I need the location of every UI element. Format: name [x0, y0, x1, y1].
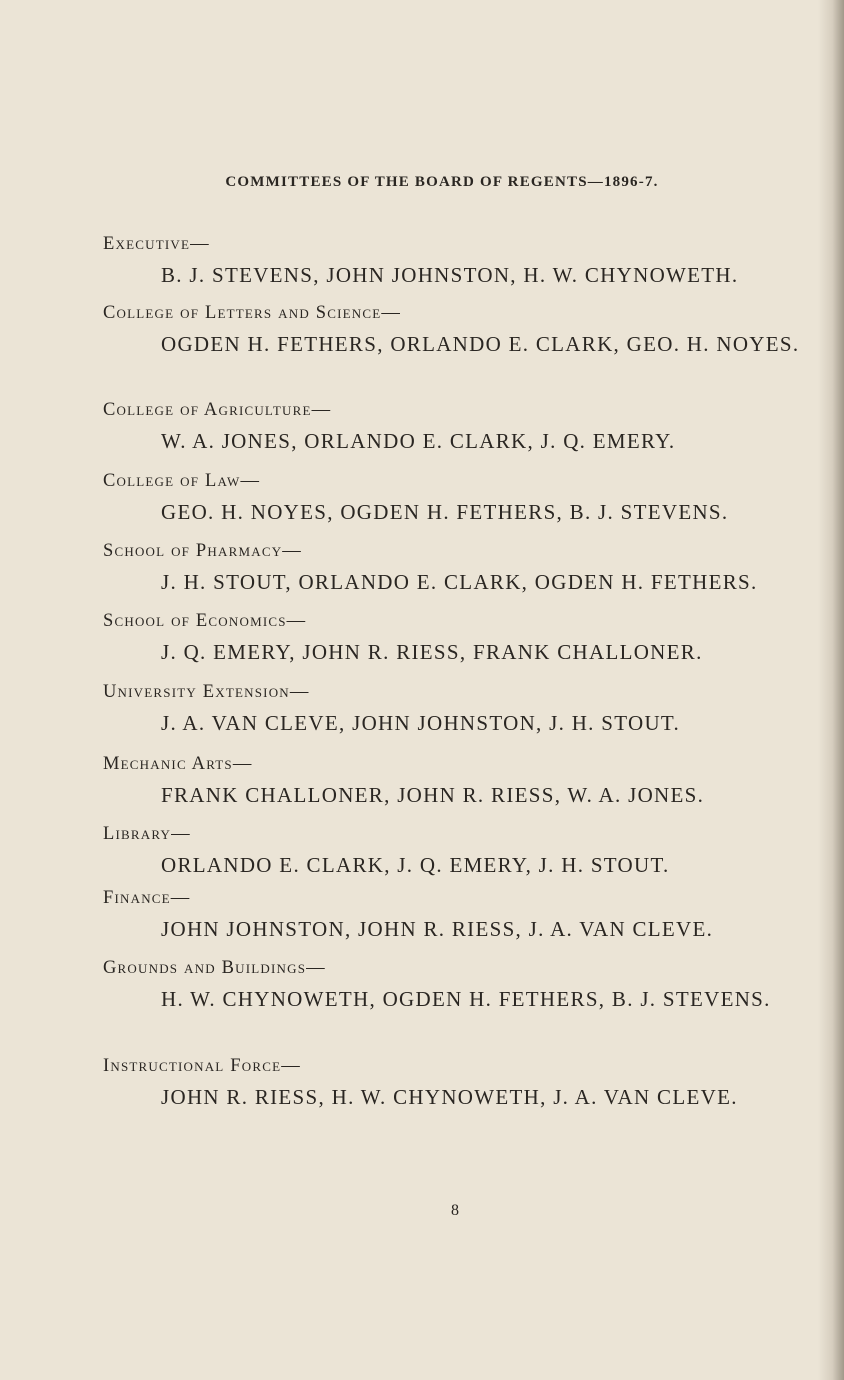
committee-members: B. J. STEVENS, JOHN JOHNSTON, H. W. CHYNOWETH.: [161, 263, 739, 287]
committee-name: Mechanic Arts—: [103, 754, 253, 774]
committee-members: ORLANDO E. CLARK, J. Q. EMERY, J. H. STOUT.: [161, 853, 670, 877]
committee-name: Library—: [103, 824, 191, 844]
committee-members: J. H. STOUT, ORLANDO E. CLARK, OGDEN H. FETHERS.: [161, 570, 758, 594]
committee-name: Grounds and Buildings—: [103, 958, 326, 978]
page-edge-shadow: [818, 0, 844, 1380]
page-number: 8: [451, 1202, 459, 1219]
committee-members: J. A. VAN CLEVE, JOHN JOHNSTON, J. H. STOUT.: [161, 711, 681, 735]
committee-name: School of Economics—: [103, 611, 307, 631]
committee-mechanic-arts: [103, 752, 803, 809]
committee-members: JOHN JOHNSTON, JOHN R. RIESS, J. A. VAN CLEVE.: [161, 917, 714, 941]
committee-economics: [103, 609, 803, 666]
committee-members: H. W. CHYNOWETH, OGDEN H. FETHERS, B. J. STEVENS.: [161, 987, 771, 1011]
committee-name: University Extension—: [103, 682, 310, 702]
committee-grounds-and-buildings: [103, 956, 803, 1013]
committee-instructional-force: [103, 1054, 803, 1111]
committee-law: [103, 469, 803, 526]
committee-executive: [103, 232, 803, 289]
committee-members: J. Q. EMERY, JOHN R. RIESS, FRANK CHALLONER.: [161, 640, 703, 664]
committee-name: College of Agriculture—: [103, 400, 332, 420]
committee-name: School of Pharmacy—: [103, 541, 302, 561]
committee-finance: [103, 886, 803, 943]
committee-members: OGDEN H. FETHERS, ORLANDO E. CLARK, GEO. H. NOYES.: [161, 332, 800, 356]
committee-members: JOHN R. RIESS, H. W. CHYNOWETH, J. A. VAN CLEVE.: [161, 1085, 738, 1109]
committee-name: College of Law—: [103, 471, 261, 491]
committee-name: Executive—: [103, 234, 210, 254]
committee-university-extension: [103, 680, 803, 737]
committee-members: GEO. H. NOYES, OGDEN H. FETHERS, B. J. STEVENS.: [161, 500, 729, 524]
committee-pharmacy: [103, 539, 803, 596]
committee-name: College of Letters and Science—: [103, 303, 402, 323]
committee-agriculture: [103, 398, 803, 455]
committee-name: Instructional Force—: [103, 1056, 301, 1076]
committee-letters-and-science: [103, 301, 803, 358]
committee-members: FRANK CHALLONER, JOHN R. RIESS, W. A. JONES.: [161, 783, 705, 807]
committee-name: Finance—: [103, 888, 191, 908]
page-heading: COMMITTEES OF THE BOARD OF REGENTS—1896-7.: [225, 174, 659, 190]
committee-library: [103, 822, 803, 879]
committee-members: W. A. JONES, ORLANDO E. CLARK, J. Q. EMERY.: [161, 429, 676, 453]
